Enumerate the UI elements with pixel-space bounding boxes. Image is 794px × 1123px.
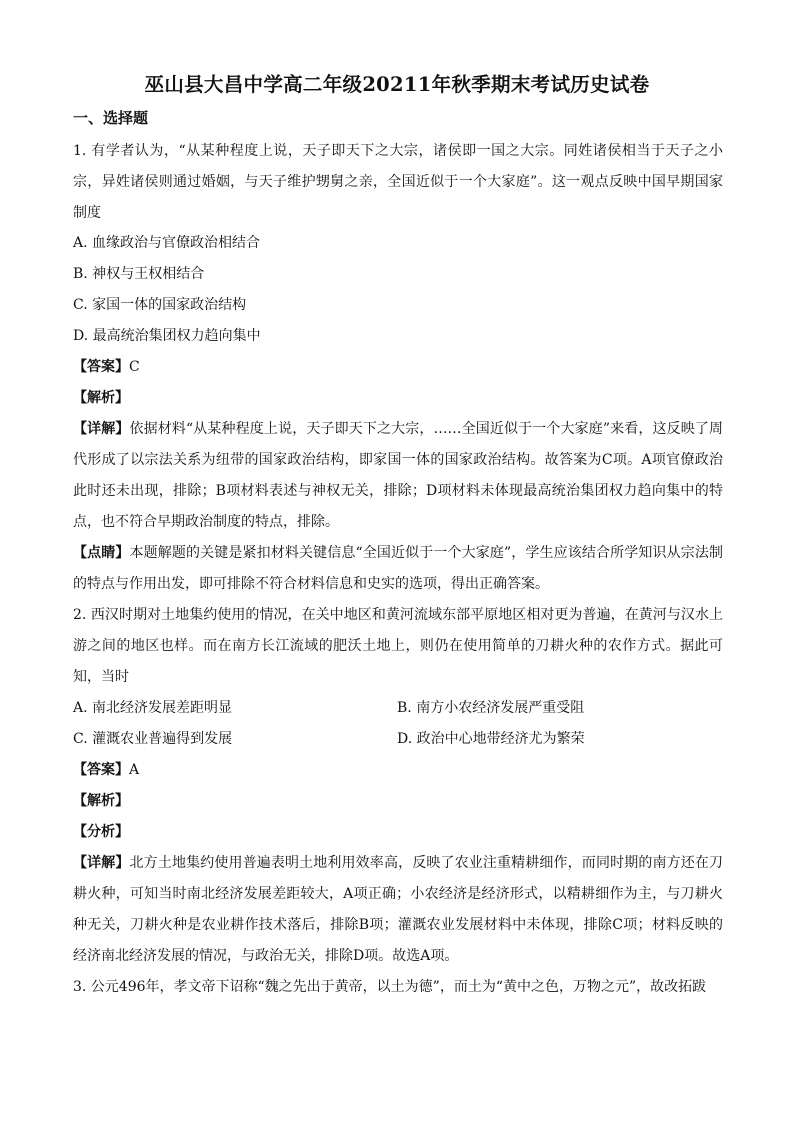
question-2-stem: 2. 西汉时期对土地集约使用的情况，在关中地区和黄河流域东部平原地区相对更为普遍，在黄河与汉水上游之间的地区也样。而在南方长江流域的肥沃土地上，则仍在使用简单的刀耕火种的农作方式。据此可知，当时	[73, 607, 723, 685]
question-2-detail	[73, 848, 723, 972]
detail-text: 北方土地集约使用普遍表明土地利用效率高，反映了农业注重精耕细作，而同时期的南方还在刀耕火种，可知当时南北经济发展差距较大，A项正确；小农经济是经济形式，以精耕细作为主，与刀耕火种无关，刀耕火种是农业耕作技术落后，排除B项；灌溉农业发展材料中未体现，排除C项；材料反映的经济南北经济发展的情况，与政治无关，排除D项。故选A项。	[73, 855, 724, 964]
fenxi-tag: 【分析】	[73, 824, 129, 840]
answer-tag: 【答案】	[73, 359, 129, 375]
question-1-option-a: A. 血缘政治与官僚政治相结合	[73, 235, 261, 251]
detail-text: 依据材料“从某种程度上说，天子即天下之大宗，……全国近似于一个大家庭”来看，这反映了周代形成了以宗法关系为纽带的国家政治结构，即家国一体的国家政治结构。故答案为C项。A项官僚政治此时还未出现，排除；B项材料表述与神权无关，排除；D项材料未体现最高统治集团权力趋向集中的特点，也不符合早期政治制度的特点，排除。	[73, 421, 724, 530]
question-2-fenxi-heading	[73, 817, 129, 848]
answer-value: A	[129, 762, 140, 778]
answer-tag: 【答案】	[73, 762, 129, 778]
question-1-option-d: D. 最高统治集团权力趋向集中	[73, 328, 261, 344]
detail-tag: 【详解】	[73, 855, 130, 871]
question-2-answer	[73, 755, 139, 786]
question-1-option-b: B. 神权与王权相结合	[73, 266, 205, 282]
comment-text: 本题解题的关键是紧扣材料关键信息“全国近似于一个大家庭”，学生应该结合所学知识从宗法制的特点与作用出发，即可排除不符合材料信息和史实的选项，得出正确答案。	[73, 545, 724, 592]
question-2-option-a: A. 南北经济发展差距明显	[73, 700, 233, 716]
question-3-stem: 3. 公元496年，孝文帝下诏称“魏之先出于黄帝，以土为德”，而土为“黄中之色，万物之元”，故改拓跋	[73, 979, 707, 995]
question-1-answer	[73, 352, 140, 383]
section-heading: 一、选择题	[73, 109, 149, 127]
analysis-tag: 【解析】	[73, 390, 129, 406]
question-2-option-c: C. 灌溉农业普遍得到发展	[73, 731, 233, 747]
answer-value: C	[129, 359, 140, 375]
question-1-option-c: C. 家国一体的国家政治结构	[73, 297, 247, 313]
detail-tag: 【详解】	[73, 421, 130, 437]
comment-tag: 【点睛】	[73, 545, 130, 561]
page-title: 巫山县大昌中学高二年级20211年秋季期末考试历史试卷	[144, 73, 650, 96]
question-1-stem: 1. 有学者认为，“从某种程度上说，天子即天下之大宗，诸侯即一国之大宗。同姓诸侯相当于天子之小宗，异姓诸侯则通过婚姻，与天子维护甥舅之亲，全国近似于一个大家庭”。这一观点反映中国早期国家制度	[73, 143, 723, 221]
question-2-analysis-heading	[73, 786, 129, 817]
question-1-comment	[73, 538, 723, 600]
question-1-detail	[73, 414, 723, 538]
question-2-option-d: D. 政治中心地带经济尤为繁荣	[397, 731, 585, 747]
analysis-tag: 【解析】	[73, 793, 129, 809]
question-2-option-b: B. 南方小农经济发展严重受阻	[397, 700, 585, 716]
question-1-analysis-heading	[73, 383, 129, 414]
